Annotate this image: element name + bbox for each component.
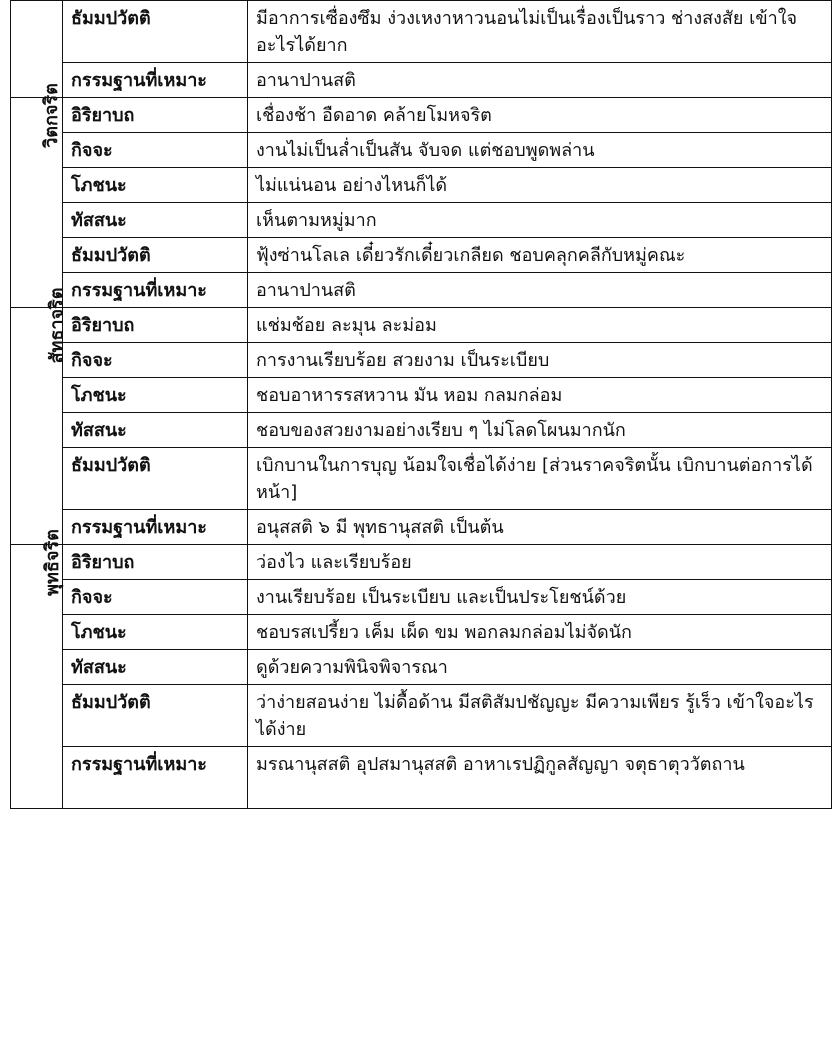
row-value: มรณานุสสติ อุปสมานุสสติ อาหาเรปฏิกูลสัญญา จตุธาตุววัตถาน — [248, 747, 832, 809]
row-value: อานาปานสติ — [248, 63, 832, 98]
row-value: งานไม่เป็นล่ำเป็นสัน จับจด แต่ชอบพูดพล่าน — [248, 133, 832, 168]
row-key: ทัสสนะ — [63, 203, 248, 238]
row-key: อิริยาบถ — [63, 308, 248, 343]
row-value: การงานเรียบร้อย สวยงาม เป็นระเบียบ — [248, 343, 832, 378]
row-value: ไม่แน่นอน อย่างไหนก็ได้ — [248, 168, 832, 203]
row-value: ฟุ้งซ่านโลเล เดี๋ยวรักเดี๋ยวเกลียด ชอบคลุกคลีกับหมู่คณะ — [248, 238, 832, 273]
row-value: อานาปานสติ — [248, 273, 832, 308]
table-row — [11, 615, 832, 650]
table-row — [11, 685, 832, 747]
row-value: ชอบรสเปรี้ยว เค็ม เผ็ด ขม พอกลมกล่อมไม่จัดนัก — [248, 615, 832, 650]
row-key: กิจจะ — [63, 580, 248, 615]
table-row — [11, 133, 832, 168]
group-label: วิตกจริต — [40, 83, 62, 148]
characteristics-table — [10, 0, 832, 809]
row-key: กรรมฐานที่เหมาะ — [63, 510, 248, 545]
table-row — [11, 308, 832, 343]
row-value: งานเรียบร้อย เป็นระเบียบ และเป็นประโยชน์ด้วย — [248, 580, 832, 615]
row-value: ว่องไว และเรียบร้อย — [248, 545, 832, 580]
row-key: กรรมฐานที่เหมาะ — [63, 63, 248, 98]
group-cell-saddha — [11, 287, 68, 545]
table-row — [11, 1, 832, 63]
table-row — [11, 98, 832, 133]
table-row — [11, 580, 832, 615]
table-row — [11, 747, 832, 809]
row-value: เชื่องช้า อืดอาด คล้ายโมหจริต — [248, 98, 832, 133]
row-value: เบิกบานในการบุญ น้อมใจเชื่อได้ง่าย [ส่วนราคจริตนั้น เบิกบานต่อการได้หน้า] — [248, 448, 832, 510]
row-key: อิริยาบถ — [63, 545, 248, 580]
row-value: ว่าง่ายสอนง่าย ไม่ดื้อด้าน มีสติสัมปชัญญะ มีความเพียร รู้เร็ว เข้าใจอะไรได้ง่าย — [248, 685, 832, 747]
table-row — [11, 63, 832, 98]
row-key: กรรมฐานที่เหมาะ — [63, 273, 248, 308]
row-key: ธัมมปวัตติ — [63, 238, 248, 273]
table-row — [11, 168, 832, 203]
row-key: กรรมฐานที่เหมาะ — [63, 747, 248, 809]
table-row — [11, 650, 832, 685]
table-row — [11, 203, 832, 238]
table-row — [11, 510, 832, 545]
row-value: แช่มช้อย ละมุน ละม่อม — [248, 308, 832, 343]
row-value: เห็นตามหมู่มาก — [248, 203, 832, 238]
row-key: ธัมมปวัตติ — [63, 685, 248, 747]
table-row — [11, 238, 832, 273]
row-key: โภชนะ — [63, 615, 248, 650]
row-key: โภชนะ — [63, 168, 248, 203]
row-key: ธัมมปวัตติ — [63, 448, 248, 510]
group-cell-vitakka — [11, 83, 63, 308]
table-row — [11, 273, 832, 308]
row-value: ดูด้วยความพินิจพิจารณา — [248, 650, 832, 685]
table-row — [11, 343, 832, 378]
row-key: กิจจะ — [63, 343, 248, 378]
row-key: กิจจะ — [63, 133, 248, 168]
row-value: มีอาการเซื่องซึม ง่วงเหงาหาวนอนไม่เป็นเรื่องเป็นราว ช่างสงสัย เข้าใจอะไรได้ยาก — [248, 1, 832, 63]
group-label: พุทธิจริต — [41, 529, 63, 596]
table-row — [11, 378, 832, 413]
group-label: สัทธาจริต — [46, 287, 68, 364]
row-key: ทัสสนะ — [63, 413, 248, 448]
row-key: อิริยาบถ — [63, 98, 248, 133]
row-value: ชอบอาหารรสหวาน มัน หอม กลมกล่อม — [248, 378, 832, 413]
table-row — [11, 545, 832, 580]
group-cell-buddhi — [11, 529, 63, 809]
row-key: โภชนะ — [63, 378, 248, 413]
row-value: ชอบของสวยงามอย่างเรียบ ๆ ไม่โลดโผนมากนัก — [248, 413, 832, 448]
row-value: อนุสสติ ๖ มี พุทธานุสสติ เป็นต้น — [248, 510, 832, 545]
table-row — [11, 413, 832, 448]
table-row — [11, 448, 832, 510]
row-key: ทัสสนะ — [63, 650, 248, 685]
row-key: ธัมมปวัตติ — [63, 1, 248, 63]
